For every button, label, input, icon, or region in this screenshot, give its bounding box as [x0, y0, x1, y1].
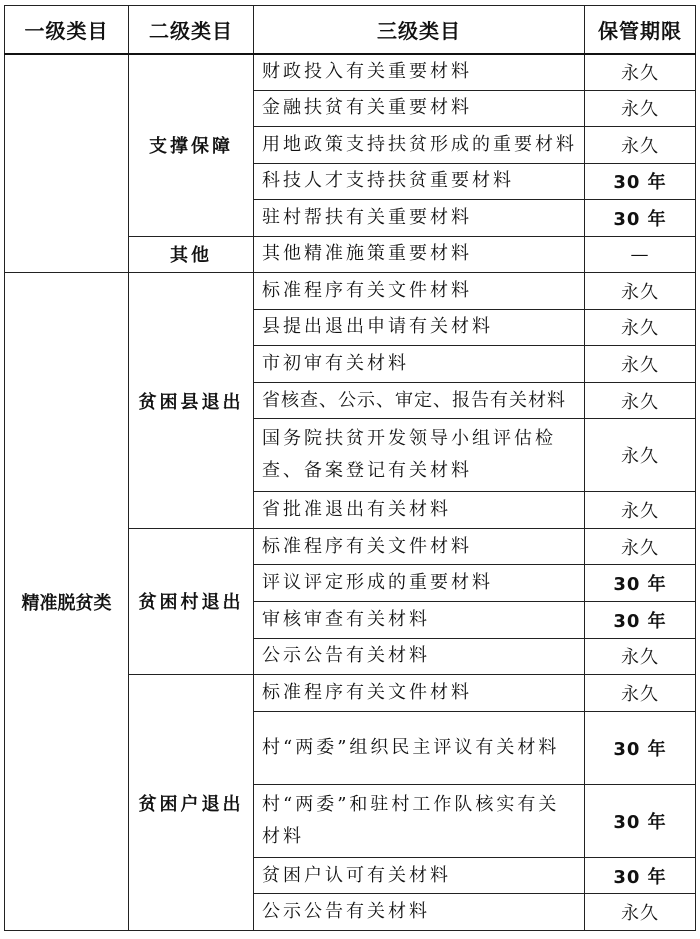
level3-cell: 村“两委”组织民主评议有关材料: [254, 711, 585, 784]
level3-cell: 科技人才支持扶贫重要材料: [254, 163, 585, 200]
retention-cell: 永久: [585, 528, 696, 565]
retention-cell: 30 年: [585, 565, 696, 602]
retention-cell: 永久: [585, 894, 696, 931]
header-level2: 二级类目: [129, 6, 254, 54]
level3-cell: 审核审查有关材料: [254, 601, 585, 638]
level3-cell: 省核查、公示、审定、报告有关材料: [254, 382, 585, 419]
level3-cell: 国务院扶贫开发领导小组评估检查、备案登记有关材料: [254, 419, 585, 492]
retention-schedule-table: [4, 5, 696, 931]
level3-cell: 其他精准施策重要材料: [254, 236, 585, 273]
level3-cell: 贫困户认可有关材料: [254, 857, 585, 894]
retention-cell: 永久: [585, 127, 696, 164]
header-row: [5, 6, 696, 54]
level3-cell: 省批准退出有关材料: [254, 492, 585, 529]
level3-cell: 公示公告有关材料: [254, 894, 585, 931]
level3-cell: 县提出退出申请有关材料: [254, 309, 585, 346]
level1-cell: 精准脱贫类: [5, 273, 129, 931]
level3-cell: 市初审有关材料: [254, 346, 585, 383]
level2-cell: 贫困县退出: [129, 273, 254, 529]
retention-cell: 30 年: [585, 163, 696, 200]
retention-cell: 永久: [585, 638, 696, 675]
retention-cell: 永久: [585, 492, 696, 529]
level3-cell: 标准程序有关文件材料: [254, 528, 585, 565]
level3-cell: 金融扶贫有关重要材料: [254, 90, 585, 127]
level2-cell: 贫困户退出: [129, 675, 254, 931]
retention-cell: 30 年: [585, 784, 696, 857]
retention-cell: 永久: [585, 346, 696, 383]
retention-cell: 永久: [585, 90, 696, 127]
retention-cell: 永久: [585, 675, 696, 712]
retention-cell: 30 年: [585, 711, 696, 784]
retention-cell: 永久: [585, 273, 696, 310]
retention-cell: 30 年: [585, 601, 696, 638]
level2-cell: 支撑保障: [129, 54, 254, 237]
level3-cell: 用地政策支持扶贫形成的重要材料: [254, 127, 585, 164]
level2-cell: 贫困村退出: [129, 528, 254, 674]
level3-cell: 标准程序有关文件材料: [254, 273, 585, 310]
header-level3: 三级类目: [254, 6, 585, 54]
table-row: [5, 273, 696, 310]
level2-cell: 其他: [129, 236, 254, 273]
level3-cell: 公示公告有关材料: [254, 638, 585, 675]
retention-cell: 永久: [585, 382, 696, 419]
level3-cell: 评议评定形成的重要材料: [254, 565, 585, 602]
level3-cell: 标准程序有关文件材料: [254, 675, 585, 712]
level1-cell-empty: [5, 54, 129, 273]
retention-cell: 永久: [585, 54, 696, 91]
level3-cell: 财政投入有关重要材料: [254, 54, 585, 91]
retention-cell: —: [585, 236, 696, 273]
retention-cell: 永久: [585, 309, 696, 346]
table-row: [5, 54, 696, 91]
level3-cell: 驻村帮扶有关重要材料: [254, 200, 585, 237]
retention-cell: 30 年: [585, 200, 696, 237]
header-level1: 一级类目: [5, 6, 129, 54]
retention-cell: 永久: [585, 419, 696, 492]
level3-cell: 村“两委”和驻村工作队核实有关材料: [254, 784, 585, 857]
header-retention: 保管期限: [585, 6, 696, 54]
retention-cell: 30 年: [585, 857, 696, 894]
